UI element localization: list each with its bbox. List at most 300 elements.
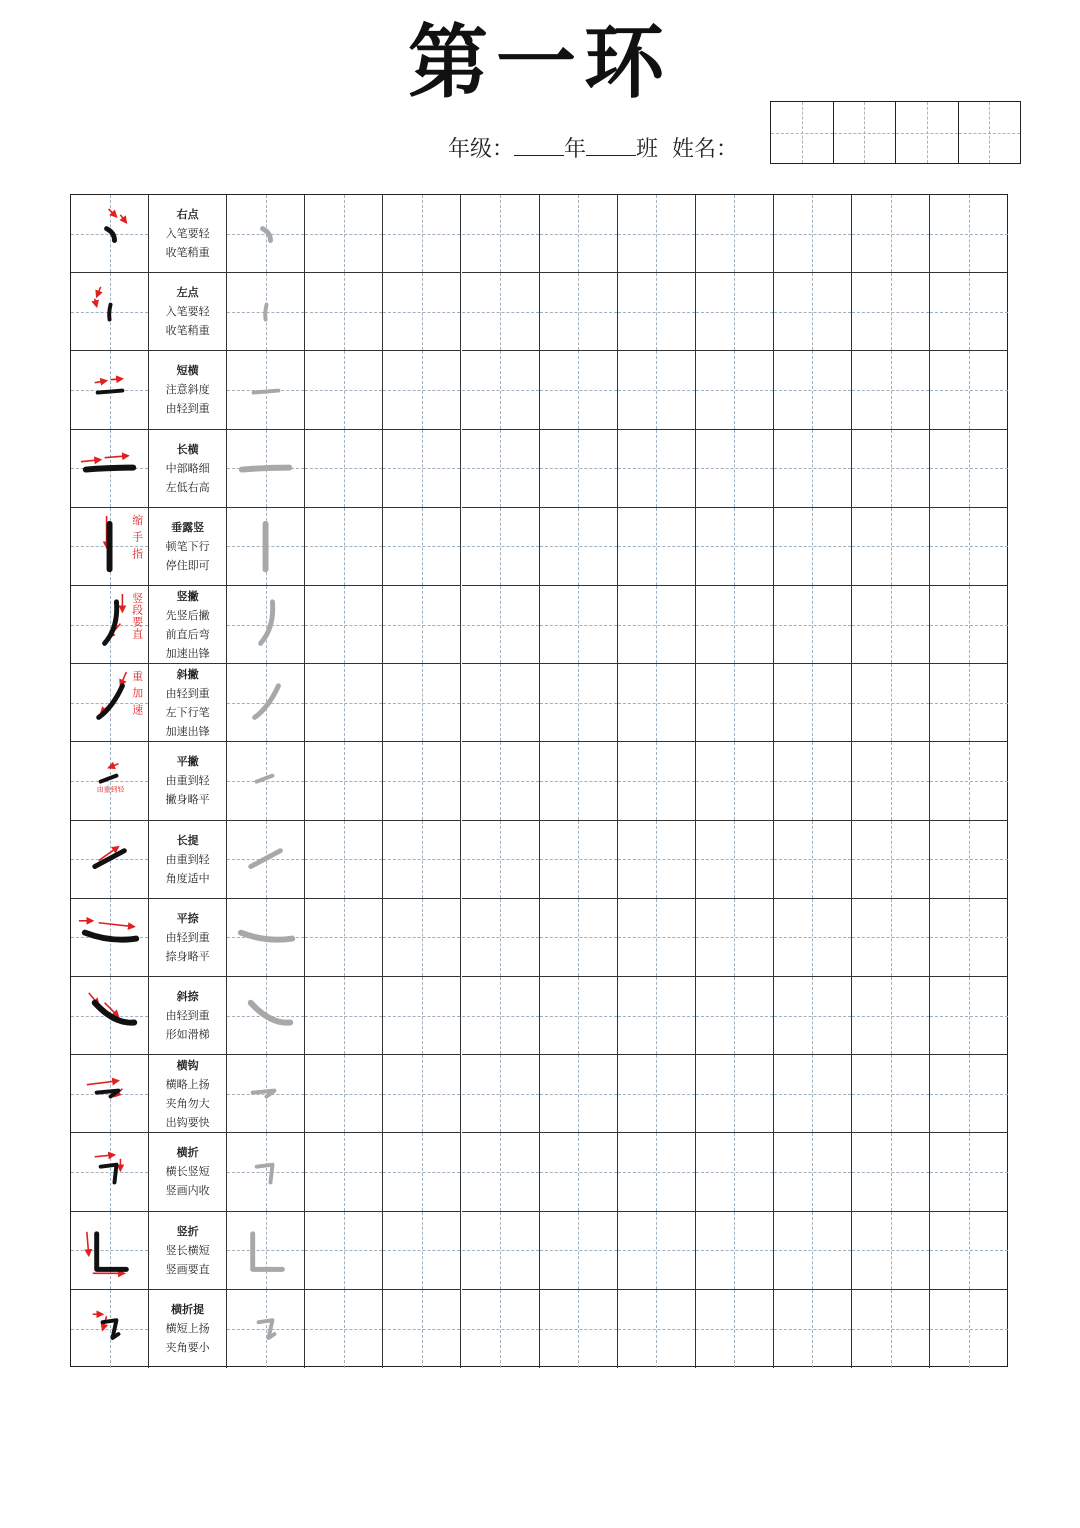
stroke-tip: 顿笔下行 bbox=[165, 539, 210, 553]
trace-rising-stroke bbox=[227, 821, 304, 898]
trace-stroke-shape bbox=[253, 1233, 283, 1269]
demo-cell bbox=[71, 195, 149, 273]
trace-cell[interactable] bbox=[227, 430, 305, 508]
practice-cell[interactable] bbox=[540, 430, 618, 508]
practice-cell[interactable] bbox=[383, 1133, 461, 1211]
stroke-name: 长横 bbox=[176, 442, 199, 456]
practice-cell[interactable] bbox=[540, 664, 618, 742]
stroke-row bbox=[71, 1212, 1007, 1290]
practice-cell[interactable] bbox=[774, 742, 852, 820]
practice-cell[interactable] bbox=[305, 195, 383, 273]
stroke-shape bbox=[85, 932, 136, 939]
practice-cell[interactable] bbox=[618, 351, 696, 429]
stroke-tip: 停住即可 bbox=[165, 558, 210, 572]
practice-cell[interactable] bbox=[618, 430, 696, 508]
practice-cell[interactable] bbox=[930, 430, 1008, 508]
practice-cell[interactable] bbox=[930, 1290, 1008, 1368]
stroke-row bbox=[71, 1055, 1007, 1133]
practice-cell[interactable] bbox=[930, 273, 1008, 351]
trace-left-dot-stroke bbox=[227, 273, 304, 350]
stroke-name: 横折 bbox=[176, 1146, 199, 1160]
stroke-row bbox=[71, 430, 1007, 508]
trace-stroke-shape bbox=[259, 1320, 275, 1338]
trace-cell[interactable] bbox=[227, 977, 305, 1055]
practice-cell[interactable] bbox=[462, 195, 540, 273]
stroke-shape bbox=[107, 229, 115, 241]
practice-cell[interactable] bbox=[383, 742, 461, 820]
direction-arrow bbox=[97, 287, 101, 297]
class-blank[interactable] bbox=[586, 137, 636, 156]
student-info-line bbox=[448, 132, 738, 163]
trace-stroke-shape bbox=[263, 229, 271, 241]
stroke-tip: 捺身略平 bbox=[165, 949, 210, 963]
stroke-tip: 收笔稍重 bbox=[165, 324, 210, 338]
direction-arrow bbox=[111, 379, 123, 380]
practice-cell[interactable] bbox=[618, 195, 696, 273]
practice-cell[interactable] bbox=[462, 430, 540, 508]
practice-cell[interactable] bbox=[774, 508, 852, 586]
practice-cell[interactable] bbox=[696, 1290, 774, 1368]
stroke-tip: 竖长横短 bbox=[165, 1243, 210, 1257]
practice-cell[interactable] bbox=[618, 742, 696, 820]
name-cell[interactable] bbox=[834, 102, 897, 163]
practice-cell[interactable] bbox=[774, 899, 852, 977]
stroke-description bbox=[149, 664, 227, 742]
trace-stroke-shape bbox=[261, 602, 273, 644]
practice-cell[interactable] bbox=[930, 977, 1008, 1055]
practice-cell[interactable] bbox=[305, 742, 383, 820]
trace-flat-left-falling-stroke bbox=[227, 742, 304, 819]
practice-cell[interactable] bbox=[383, 899, 461, 977]
trace-stroke-shape bbox=[242, 467, 289, 469]
stroke-description bbox=[149, 821, 227, 899]
stroke-shape bbox=[101, 1165, 117, 1183]
practice-cell[interactable] bbox=[305, 586, 383, 664]
practice-cell[interactable] bbox=[930, 586, 1008, 664]
practice-cell[interactable] bbox=[462, 1133, 540, 1211]
practice-cell[interactable] bbox=[540, 1290, 618, 1368]
practice-cell[interactable] bbox=[383, 1055, 461, 1133]
stroke-name: 斜捺 bbox=[176, 990, 199, 1004]
practice-cell[interactable] bbox=[696, 508, 774, 586]
stroke-shape bbox=[99, 686, 123, 718]
stroke-tip: 先竖后撇 bbox=[165, 608, 210, 622]
practice-cell[interactable] bbox=[305, 664, 383, 742]
practice-cell[interactable] bbox=[774, 1133, 852, 1211]
vertical-turn-stroke bbox=[71, 1212, 148, 1289]
trace-stroke-shape bbox=[251, 850, 281, 866]
stroke-description bbox=[149, 1055, 227, 1133]
practice-cell[interactable] bbox=[930, 1133, 1008, 1211]
practice-cell[interactable] bbox=[852, 195, 930, 273]
stroke-tip: 由轻到重 bbox=[165, 402, 210, 416]
demo-cell bbox=[71, 899, 149, 977]
stroke-name: 左点 bbox=[176, 286, 199, 300]
trace-stroke-shape bbox=[251, 1003, 291, 1023]
practice-cell[interactable] bbox=[462, 664, 540, 742]
practice-cell[interactable] bbox=[774, 1055, 852, 1133]
practice-cell[interactable] bbox=[618, 664, 696, 742]
practice-cell[interactable] bbox=[540, 742, 618, 820]
demo-cell bbox=[71, 1055, 149, 1133]
stroke-tip: 由轻到重 bbox=[165, 930, 210, 944]
practice-cell[interactable] bbox=[618, 899, 696, 977]
practice-cell[interactable] bbox=[540, 1055, 618, 1133]
direction-arrow bbox=[120, 215, 126, 223]
practice-cell[interactable] bbox=[852, 1133, 930, 1211]
stroke-description bbox=[149, 899, 227, 977]
practice-cell[interactable] bbox=[852, 1290, 930, 1368]
practice-cell[interactable] bbox=[383, 586, 461, 664]
practice-cell[interactable] bbox=[618, 1055, 696, 1133]
horizontal-turn-stroke bbox=[71, 1133, 148, 1210]
trace-cell[interactable] bbox=[227, 821, 305, 899]
practice-cell[interactable] bbox=[383, 508, 461, 586]
stroke-tip: 由重到轻 bbox=[165, 852, 210, 866]
practice-cell[interactable] bbox=[305, 273, 383, 351]
demo-cell bbox=[71, 508, 149, 586]
slant-left-falling-stroke bbox=[71, 664, 148, 741]
practice-cell[interactable] bbox=[852, 430, 930, 508]
practice-cell[interactable] bbox=[383, 1212, 461, 1290]
trace-cell[interactable] bbox=[227, 742, 305, 820]
practice-cell[interactable] bbox=[930, 508, 1008, 586]
long-horizontal-stroke bbox=[71, 430, 148, 507]
demo-cell bbox=[71, 351, 149, 429]
stroke-shape bbox=[103, 1320, 119, 1338]
practice-cell[interactable] bbox=[696, 664, 774, 742]
practice-cell[interactable] bbox=[930, 742, 1008, 820]
practice-cell[interactable] bbox=[852, 742, 930, 820]
right-dot-stroke bbox=[71, 195, 148, 272]
practice-cell[interactable] bbox=[852, 1055, 930, 1133]
name-cell[interactable] bbox=[896, 102, 959, 163]
practice-cell[interactable] bbox=[618, 1212, 696, 1290]
stroke-row bbox=[71, 742, 1007, 820]
grade-label: 年级： bbox=[448, 137, 515, 162]
direction-arrow bbox=[95, 299, 97, 307]
trace-cell[interactable] bbox=[227, 586, 305, 664]
practice-cell[interactable] bbox=[462, 1212, 540, 1290]
name-cell[interactable] bbox=[771, 102, 834, 163]
stroke-description bbox=[149, 351, 227, 429]
practice-cell[interactable] bbox=[305, 899, 383, 977]
stroke-description bbox=[149, 1290, 227, 1368]
stroke-description bbox=[149, 586, 227, 664]
stroke-name: 平撇 bbox=[176, 755, 199, 769]
trace-vertical-stroke bbox=[227, 508, 304, 585]
stroke-description bbox=[149, 195, 227, 273]
stroke-tip: 入笔要轻 bbox=[165, 227, 210, 241]
demo-cell bbox=[71, 1133, 149, 1211]
trace-vertical-turn-stroke bbox=[227, 1212, 304, 1289]
practice-cell[interactable] bbox=[930, 899, 1008, 977]
stroke-tip: 夹角勿大 bbox=[165, 1096, 210, 1110]
practice-cell[interactable] bbox=[696, 430, 774, 508]
practice-cell[interactable] bbox=[618, 1290, 696, 1368]
trace-horizontal-hook-stroke bbox=[227, 1055, 304, 1132]
stroke-tip: 出钩要快 bbox=[165, 1115, 210, 1129]
practice-cell[interactable] bbox=[774, 586, 852, 664]
page-title: 第一环 bbox=[408, 15, 672, 109]
stroke-description bbox=[149, 273, 227, 351]
stroke-row bbox=[71, 351, 1007, 429]
practice-cell[interactable] bbox=[852, 1212, 930, 1290]
practice-cell[interactable] bbox=[696, 586, 774, 664]
practice-cell[interactable] bbox=[618, 273, 696, 351]
practice-cell[interactable] bbox=[696, 1133, 774, 1211]
stroke-tip: 左低右高 bbox=[165, 480, 210, 494]
practice-cell[interactable] bbox=[852, 977, 930, 1055]
demo-cell bbox=[71, 1212, 149, 1290]
stroke-row bbox=[71, 977, 1007, 1055]
practice-cell[interactable] bbox=[774, 195, 852, 273]
vertical-left-falling-stroke bbox=[71, 586, 148, 663]
trace-cell[interactable] bbox=[227, 273, 305, 351]
practice-cell[interactable] bbox=[930, 821, 1008, 899]
trace-flat-right-falling-stroke bbox=[227, 899, 304, 976]
stroke-row bbox=[71, 1133, 1007, 1211]
practice-cell[interactable] bbox=[540, 351, 618, 429]
practice-cell[interactable] bbox=[774, 1212, 852, 1290]
practice-cell[interactable] bbox=[383, 430, 461, 508]
practice-cell[interactable] bbox=[305, 430, 383, 508]
stroke-description bbox=[149, 508, 227, 586]
direction-arrow bbox=[87, 1081, 119, 1085]
practice-cell[interactable] bbox=[462, 821, 540, 899]
trace-slant-left-falling-stroke bbox=[227, 664, 304, 741]
stroke-tip: 撇身略平 bbox=[165, 793, 210, 807]
practice-cell[interactable] bbox=[462, 1055, 540, 1133]
demo-cell bbox=[71, 1290, 149, 1368]
trace-long-horizontal-stroke bbox=[227, 430, 304, 507]
practice-cell[interactable] bbox=[462, 273, 540, 351]
practice-cell[interactable] bbox=[852, 351, 930, 429]
practice-cell[interactable] bbox=[462, 1290, 540, 1368]
practice-cell[interactable] bbox=[540, 273, 618, 351]
practice-cell[interactable] bbox=[774, 1290, 852, 1368]
practice-cell[interactable] bbox=[696, 351, 774, 429]
trace-cell[interactable] bbox=[227, 899, 305, 977]
stroke-tip: 中部略细 bbox=[165, 461, 210, 475]
practice-cell[interactable] bbox=[852, 273, 930, 351]
practice-cell[interactable] bbox=[305, 351, 383, 429]
stroke-note: 缩手指 bbox=[132, 513, 144, 561]
stroke-note: 由重到轻 bbox=[96, 785, 125, 794]
practice-cell[interactable] bbox=[305, 1290, 383, 1368]
practice-cell[interactable] bbox=[462, 899, 540, 977]
practice-cell[interactable] bbox=[696, 821, 774, 899]
practice-cell[interactable] bbox=[852, 899, 930, 977]
practice-cell[interactable] bbox=[305, 1055, 383, 1133]
practice-cell[interactable] bbox=[462, 351, 540, 429]
practice-cell[interactable] bbox=[852, 508, 930, 586]
class-label: 班 bbox=[636, 137, 659, 162]
stroke-tip: 加速出锋 bbox=[165, 724, 210, 738]
stroke-tip: 横短上扬 bbox=[165, 1322, 210, 1336]
stroke-tip: 加速出锋 bbox=[165, 646, 210, 660]
trace-cell[interactable] bbox=[227, 1290, 305, 1368]
practice-cell[interactable] bbox=[696, 273, 774, 351]
stroke-description bbox=[149, 430, 227, 508]
practice-cell[interactable] bbox=[618, 1133, 696, 1211]
practice-cell[interactable] bbox=[305, 508, 383, 586]
name-box[interactable] bbox=[770, 101, 1021, 164]
stroke-row bbox=[71, 821, 1007, 899]
practice-cell[interactable] bbox=[930, 664, 1008, 742]
practice-cell[interactable] bbox=[696, 742, 774, 820]
stroke-tip: 夹角要小 bbox=[165, 1341, 210, 1355]
practice-cell[interactable] bbox=[774, 821, 852, 899]
demo-cell bbox=[71, 821, 149, 899]
stroke-shape bbox=[105, 602, 117, 644]
horizontal-hook-stroke bbox=[71, 1055, 148, 1132]
stroke-tip: 横长竖短 bbox=[165, 1165, 210, 1179]
trace-cell[interactable] bbox=[227, 664, 305, 742]
trace-cell[interactable] bbox=[227, 195, 305, 273]
direction-arrow bbox=[95, 381, 107, 383]
left-dot-stroke bbox=[71, 273, 148, 350]
practice-cell[interactable] bbox=[462, 586, 540, 664]
stroke-description bbox=[149, 1133, 227, 1211]
practice-cell[interactable] bbox=[696, 977, 774, 1055]
name-cell[interactable] bbox=[959, 102, 1021, 163]
stroke-tip: 左下行笔 bbox=[165, 705, 210, 719]
stroke-tip: 由轻到重 bbox=[165, 1009, 210, 1023]
practice-cell[interactable] bbox=[618, 821, 696, 899]
flat-left-falling-stroke bbox=[71, 742, 148, 819]
trace-stroke-shape bbox=[257, 776, 273, 782]
stroke-name: 竖折 bbox=[176, 1224, 199, 1238]
practice-cell[interactable] bbox=[383, 195, 461, 273]
stroke-tip: 竖画内收 bbox=[165, 1184, 210, 1198]
practice-cell[interactable] bbox=[852, 821, 930, 899]
trace-stroke-shape bbox=[254, 391, 279, 393]
practice-cell[interactable] bbox=[774, 273, 852, 351]
stroke-tip: 由轻到重 bbox=[165, 686, 210, 700]
year-blank[interactable] bbox=[514, 137, 564, 156]
practice-cell[interactable] bbox=[540, 977, 618, 1055]
practice-cell[interactable] bbox=[540, 1212, 618, 1290]
practice-cell[interactable] bbox=[540, 195, 618, 273]
practice-cell[interactable] bbox=[462, 977, 540, 1055]
direction-arrow bbox=[105, 455, 129, 457]
stroke-tip: 收笔稍重 bbox=[165, 246, 210, 260]
trace-slant-right-falling-stroke bbox=[227, 977, 304, 1054]
practice-cell[interactable] bbox=[618, 508, 696, 586]
practice-cell[interactable] bbox=[852, 586, 930, 664]
stroke-description bbox=[149, 977, 227, 1055]
demo-cell bbox=[71, 273, 149, 351]
practice-cell[interactable] bbox=[383, 664, 461, 742]
practice-cell[interactable] bbox=[852, 664, 930, 742]
practice-cell[interactable] bbox=[383, 821, 461, 899]
practice-cell[interactable] bbox=[383, 273, 461, 351]
slant-right-falling-stroke bbox=[71, 977, 148, 1054]
horizontal-turn-rising-stroke bbox=[71, 1290, 148, 1368]
name-label: 姓名： bbox=[672, 137, 739, 162]
practice-cell[interactable] bbox=[305, 977, 383, 1055]
practice-cell[interactable] bbox=[462, 508, 540, 586]
trace-right-dot-stroke bbox=[227, 195, 304, 272]
stroke-row bbox=[71, 1290, 1007, 1368]
practice-cell[interactable] bbox=[696, 1212, 774, 1290]
practice-cell[interactable] bbox=[305, 1212, 383, 1290]
trace-cell[interactable] bbox=[227, 508, 305, 586]
trace-cell[interactable] bbox=[227, 351, 305, 429]
demo-cell bbox=[71, 977, 149, 1055]
practice-cell[interactable] bbox=[305, 1133, 383, 1211]
trace-stroke-shape bbox=[241, 932, 292, 939]
practice-cell[interactable] bbox=[696, 1055, 774, 1133]
stroke-tip: 注意斜度 bbox=[165, 383, 210, 397]
practice-cell[interactable] bbox=[930, 351, 1008, 429]
practice-cell[interactable] bbox=[383, 351, 461, 429]
stroke-row bbox=[71, 273, 1007, 351]
year-label: 年 bbox=[564, 137, 587, 162]
stroke-shape bbox=[98, 391, 123, 393]
practice-cell[interactable] bbox=[930, 1212, 1008, 1290]
practice-cell[interactable] bbox=[618, 586, 696, 664]
stroke-description bbox=[149, 1212, 227, 1290]
trace-cell[interactable] bbox=[227, 1212, 305, 1290]
practice-cell[interactable] bbox=[540, 821, 618, 899]
direction-arrow bbox=[109, 764, 119, 768]
practice-cell[interactable] bbox=[774, 664, 852, 742]
practice-cell[interactable] bbox=[696, 195, 774, 273]
practice-cell[interactable] bbox=[540, 586, 618, 664]
practice-cell[interactable] bbox=[774, 351, 852, 429]
stroke-description bbox=[149, 742, 227, 820]
stroke-shape bbox=[86, 467, 133, 469]
stroke-row bbox=[71, 195, 1007, 273]
trace-cell[interactable] bbox=[227, 1133, 305, 1211]
demo-cell bbox=[71, 586, 149, 664]
stroke-row bbox=[71, 899, 1007, 977]
practice-cell[interactable] bbox=[383, 1290, 461, 1368]
stroke-name: 竖撇 bbox=[176, 589, 199, 603]
practice-cell[interactable] bbox=[462, 742, 540, 820]
practice-cell[interactable] bbox=[930, 1055, 1008, 1133]
practice-cell[interactable] bbox=[774, 430, 852, 508]
practice-cell[interactable] bbox=[305, 821, 383, 899]
direction-arrow bbox=[109, 209, 117, 217]
practice-cell[interactable] bbox=[540, 1133, 618, 1211]
stroke-row bbox=[71, 664, 1007, 742]
practice-cell[interactable] bbox=[774, 977, 852, 1055]
stroke-shape bbox=[101, 776, 117, 782]
practice-cell[interactable] bbox=[540, 899, 618, 977]
trace-stroke-shape bbox=[257, 1165, 273, 1183]
trace-cell[interactable] bbox=[227, 1055, 305, 1133]
trace-horizontal-turn-stroke bbox=[227, 1133, 304, 1210]
practice-cell[interactable] bbox=[618, 977, 696, 1055]
stroke-note: 竖段要直 bbox=[132, 591, 144, 641]
practice-cell[interactable] bbox=[696, 899, 774, 977]
stroke-row bbox=[71, 586, 1007, 664]
demo-cell bbox=[71, 664, 149, 742]
practice-cell[interactable] bbox=[930, 195, 1008, 273]
stroke-name: 横折提 bbox=[171, 1303, 205, 1317]
practice-cell[interactable] bbox=[540, 508, 618, 586]
trace-stroke-shape bbox=[255, 686, 279, 718]
stroke-shape bbox=[97, 1233, 127, 1269]
trace-stroke-shape bbox=[265, 305, 266, 320]
practice-cell[interactable] bbox=[383, 977, 461, 1055]
stroke-tip: 横略上扬 bbox=[165, 1077, 210, 1091]
trace-stroke-shape bbox=[253, 1091, 275, 1097]
direction-arrow bbox=[87, 1231, 89, 1255]
